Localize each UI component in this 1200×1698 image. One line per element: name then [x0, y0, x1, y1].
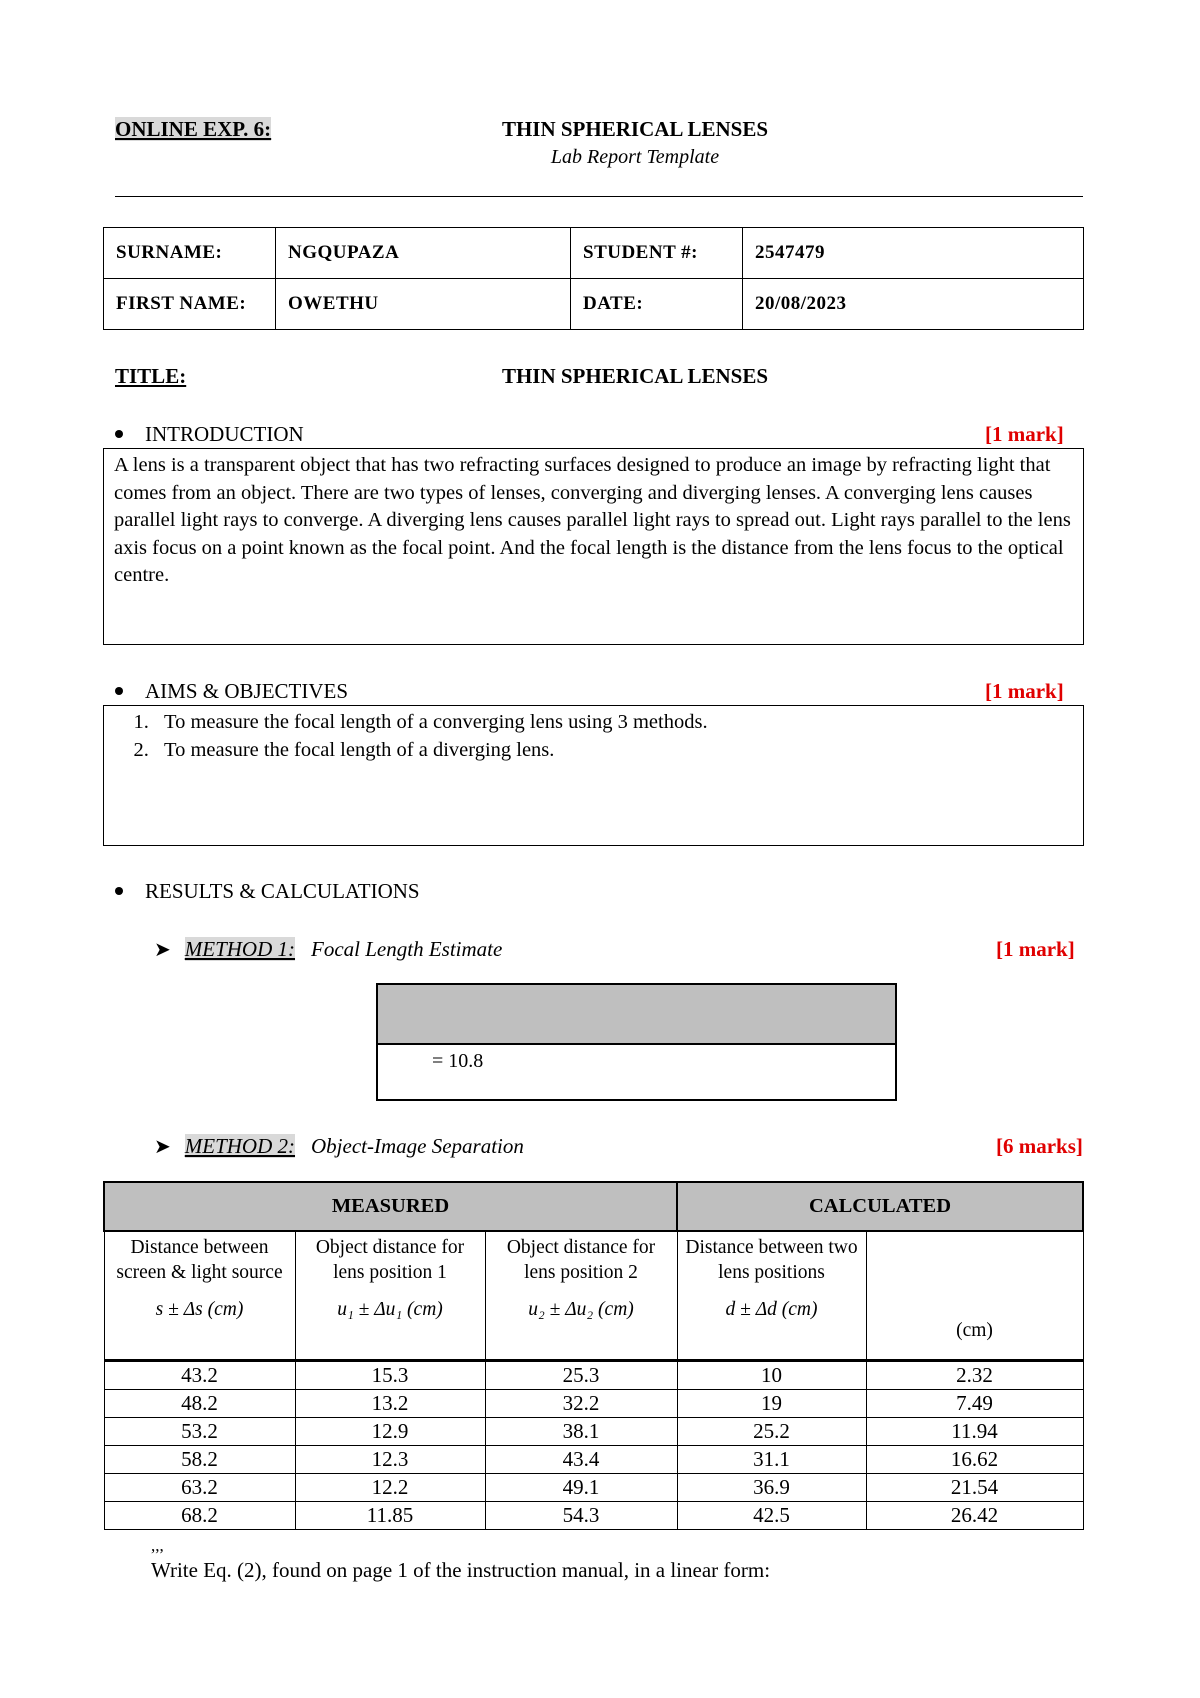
column-header-symbol: u₁ ± Δu₁ (cm) — [337, 1299, 443, 1320]
table-row — [104, 1361, 1083, 1390]
experiment-label: ONLINE EXP. 6: — [115, 117, 272, 141]
column-header-text: Distance between two lens positions — [685, 1237, 858, 1283]
method1-heading — [154, 937, 502, 962]
table-cell[interactable]: 7.49 — [866, 1390, 1083, 1418]
student-number-label: STUDENT #: — [571, 228, 743, 279]
table-row — [104, 1446, 1083, 1474]
document-title: THIN SPHERICAL LENSES — [501, 117, 769, 141]
table-cell[interactable]: 36.9 — [677, 1474, 866, 1502]
date-label: DATE: — [571, 279, 743, 330]
table-cell[interactable]: 12.2 — [295, 1474, 485, 1502]
column-header-text: Object distance for lens position 1 — [315, 1237, 465, 1283]
introduction-text: A lens is a transparent object that has two refracting surfaces designed to produce an image by refracting light that comes from an object. There are two types of lenses, converging and diverging lenses. A converging lens causes parallel light rays to converge. A diverging lens causes parallel light rays to spread out. Light rays parallel to the lens axis focus on a point known as the focal point. And the focal length is the distance from the lens focus to the optical centre. — [114, 454, 1071, 586]
table-cell[interactable]: 25.3 — [485, 1361, 677, 1390]
table-cell[interactable]: 19 — [677, 1390, 866, 1418]
student-info-row — [104, 279, 1084, 330]
student-number-value[interactable]: 2547479 — [743, 228, 1084, 279]
table-row — [104, 1390, 1083, 1418]
title-label: TITLE: — [115, 364, 187, 388]
aims-heading-text: AIMS & OBJECTIVES — [145, 679, 349, 703]
table-cell[interactable]: 12.3 — [295, 1446, 485, 1474]
table-cell[interactable]: 16.62 — [866, 1446, 1083, 1474]
table-cell[interactable]: 10 — [677, 1361, 866, 1390]
calculated-header: CALCULATED — [677, 1182, 1083, 1231]
method1-label: METHOD 1: — [184, 937, 296, 961]
document-subtitle: Lab Report Template — [550, 146, 720, 168]
focal-length-header — [378, 985, 895, 1045]
aims-item: 1. To measure the focal length of a converging lens using 3 methods. — [154, 708, 1083, 736]
column-header-text: Object distance for lens position 2 — [506, 1237, 656, 1283]
column-header — [866, 1231, 1083, 1361]
table-column-header-row — [104, 1231, 1083, 1361]
table-cell[interactable]: 12.9 — [295, 1418, 485, 1446]
arrow-bullet-icon: ➤ — [154, 939, 171, 961]
column-header-text: Distance between screen & light source — [116, 1237, 283, 1283]
method1-description: Focal Length Estimate — [311, 937, 503, 961]
aims-box[interactable] — [103, 705, 1084, 846]
surname-label: SURNAME: — [104, 228, 276, 279]
table-cell[interactable]: 54.3 — [485, 1502, 677, 1530]
table-cell[interactable]: 13.2 — [295, 1390, 485, 1418]
table-row — [104, 1474, 1083, 1502]
first-name-value[interactable]: OWETHU — [276, 279, 571, 330]
table-cell[interactable]: 32.2 — [485, 1390, 677, 1418]
column-header — [485, 1231, 677, 1361]
aims-mark: [1 mark] — [985, 679, 1064, 703]
table-cell[interactable]: 63.2 — [104, 1474, 295, 1502]
column-header — [295, 1231, 485, 1361]
stray-marks: ,,, — [151, 1536, 164, 1555]
table-row — [104, 1418, 1083, 1446]
introduction-mark: [1 mark] — [985, 422, 1064, 446]
bullet-icon — [115, 430, 123, 438]
arrow-bullet-icon: ➤ — [154, 1136, 171, 1158]
table-cell[interactable]: 15.3 — [295, 1361, 485, 1390]
method2-description: Object-Image Separation — [311, 1134, 524, 1158]
introduction-heading — [115, 422, 304, 446]
table-cell[interactable]: 31.1 — [677, 1446, 866, 1474]
column-header-symbol: u₂ ± Δu₂ (cm) — [528, 1299, 634, 1320]
introduction-heading-text: INTRODUCTION — [145, 422, 304, 446]
column-header — [104, 1231, 295, 1361]
table-cell[interactable]: 58.2 — [104, 1446, 295, 1474]
focal-length-box — [376, 983, 897, 1101]
column-header-symbol: (cm) — [956, 1320, 993, 1341]
table-cell[interactable]: 25.2 — [677, 1418, 866, 1446]
table-cell[interactable]: 26.42 — [866, 1502, 1083, 1530]
table-cell[interactable]: 53.2 — [104, 1418, 295, 1446]
focal-length-value[interactable]: = 10.8 — [432, 1050, 484, 1072]
student-info-row — [104, 228, 1084, 279]
table-cell[interactable]: 43.4 — [485, 1446, 677, 1474]
table-cell[interactable]: 68.2 — [104, 1502, 295, 1530]
date-value[interactable]: 20/08/2023 — [743, 279, 1084, 330]
surname-value[interactable]: NGQUPAZA — [276, 228, 571, 279]
results-heading — [115, 879, 420, 903]
bullet-icon — [115, 687, 123, 695]
column-header — [677, 1231, 866, 1361]
measured-header: MEASURED — [104, 1182, 677, 1231]
aims-item: 2. To measure the focal length of a diverging lens. — [154, 736, 1083, 764]
instruction-text: Write Eq. (2), found on page 1 of the instruction manual, in a linear form: — [151, 1558, 771, 1582]
first-name-label: FIRST NAME: — [104, 279, 276, 330]
method2-heading — [154, 1134, 524, 1159]
results-heading-text: RESULTS & CALCULATIONS — [145, 879, 420, 903]
header-divider — [115, 196, 1083, 197]
table-cell[interactable]: 11.85 — [295, 1502, 485, 1530]
table-cell[interactable]: 38.1 — [485, 1418, 677, 1446]
student-info-table — [103, 227, 1084, 330]
method1-mark: [1 mark] — [996, 937, 1075, 961]
table-cell[interactable]: 11.94 — [866, 1418, 1083, 1446]
table-cell[interactable]: 42.5 — [677, 1502, 866, 1530]
aims-heading — [115, 679, 348, 703]
table-group-header-row — [104, 1182, 1083, 1231]
table-row — [104, 1502, 1083, 1530]
bullet-icon — [115, 887, 123, 895]
table-cell[interactable]: 2.32 — [866, 1361, 1083, 1390]
table-cell[interactable]: 21.54 — [866, 1474, 1083, 1502]
table-cell[interactable]: 43.2 — [104, 1361, 295, 1390]
aims-list — [104, 706, 1083, 764]
column-header-symbol: s ± Δs (cm) — [155, 1299, 244, 1320]
column-header-symbol: d ± Δd (cm) — [725, 1299, 818, 1320]
table-cell[interactable]: 48.2 — [104, 1390, 295, 1418]
introduction-box[interactable] — [103, 448, 1084, 645]
title-value: THIN SPHERICAL LENSES — [501, 364, 769, 388]
results-table — [103, 1181, 1084, 1530]
method2-mark: [6 marks] — [996, 1134, 1083, 1158]
table-cell[interactable]: 49.1 — [485, 1474, 677, 1502]
method2-label: METHOD 2: — [184, 1134, 296, 1158]
